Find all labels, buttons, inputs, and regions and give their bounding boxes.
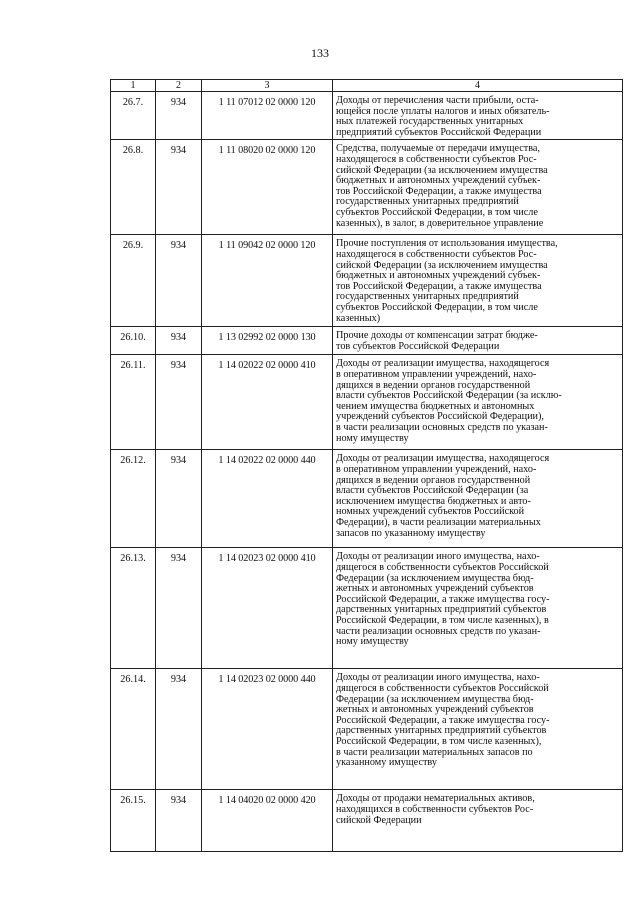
row-number-cell: 26.15. [111, 790, 156, 852]
description-line: учреждений субъектов Российской Федерации), [336, 411, 544, 423]
admin-code-cell: 934 [156, 235, 202, 327]
description-line: сийской Федерации [336, 814, 422, 826]
description-line: Российской Федерации, в том числе казенных), в [336, 614, 549, 626]
budget-code-cell: 1 14 02023 02 0000 440 [202, 669, 333, 790]
description-cell [333, 92, 623, 140]
description-line: в части реализации основных средств по указан- [336, 421, 548, 433]
description-line: Федерации (за исключением имущества бюд- [336, 572, 534, 584]
description-line: бюджетных и автономных учреждений субъек- [336, 175, 541, 187]
description-line: ному имуществу [336, 432, 409, 444]
column-header-3: 3 [202, 80, 333, 92]
description-line: власти субъектов Российской Федерации (за исклю- [336, 390, 562, 402]
description-line: ному имуществу [336, 636, 409, 648]
description-line: дящихся в ведении органов государственной [336, 474, 531, 486]
description-line: Доходы от реализации иного имущества, нахо- [336, 672, 540, 684]
revenue-codes-table [110, 79, 623, 852]
budget-code-cell: 1 14 02022 02 0000 410 [202, 355, 333, 450]
admin-code-cell: 934 [156, 140, 202, 235]
description-cell [333, 790, 623, 852]
description-line: государственных унитарных предприятий [336, 291, 519, 303]
row-number-cell: 26.13. [111, 548, 156, 669]
description-cell [333, 548, 623, 669]
description-line: Доходы от реализации имущества, находящегося [336, 453, 550, 465]
description-line: Российской Федерации, а также имущества госу- [336, 714, 550, 726]
description-line: в оперативном управлении учреждений, нахо- [336, 368, 537, 380]
description-line: Федерации (за исключением имущества бюд- [336, 693, 534, 705]
description-line: Доходы от перечисления части прибыли, оста- [336, 95, 539, 106]
description-line: запасов по указанному имуществу [336, 527, 486, 539]
description-line: дарственных унитарных предприятий субъектов [336, 725, 547, 737]
description-line: чением имущества бюджетных и автономных [336, 400, 535, 412]
description-line: сийской Федерации (за исключением имущества [336, 259, 548, 271]
budget-code-cell: 1 11 07012 02 0000 120 [202, 92, 333, 140]
admin-code-cell: 934 [156, 669, 202, 790]
table-row [111, 92, 623, 140]
description-line: тов Российской Федерации, а также имущества [336, 185, 542, 197]
description-line: тов Российской Федерации, а также имущества [336, 280, 542, 292]
description-line: предприятий субъектов Российской Федерации [336, 126, 542, 138]
admin-code-cell: 934 [156, 92, 202, 140]
column-header-2: 2 [156, 80, 202, 92]
description-line: бюджетных и автономных учреждений субъек- [336, 270, 541, 282]
description-line: власти субъектов Российской Федерации (за [336, 485, 529, 497]
description-line: Доходы от реализации имущества, находящегося [336, 358, 550, 370]
description-line: находящегося в собственности субъектов Рос- [336, 153, 537, 165]
description-line: в оперативном управлении учреждений, нахо- [336, 463, 537, 475]
description-line: находящихся в собственности субъектов Рос- [336, 803, 534, 815]
admin-code-cell: 934 [156, 327, 202, 355]
admin-code-cell: 934 [156, 355, 202, 450]
description-line: казенных), в залог, в доверительное управление [336, 217, 544, 229]
description-line: казенных) [336, 312, 381, 324]
row-number-cell: 26.12. [111, 450, 156, 548]
table-row [111, 235, 623, 327]
description-line: субъектов Российской Федерации, в том числе [336, 206, 538, 218]
description-cell [333, 669, 623, 790]
description-line: ющейся после уплаты налогов и иных обязатель- [336, 105, 550, 117]
description-line: части реализации основных средств по указан- [336, 625, 541, 637]
admin-code-cell: 934 [156, 548, 202, 669]
description-cell [333, 327, 623, 355]
description-line: тов субъектов Российской Федерации [336, 340, 500, 352]
table-row [111, 669, 623, 790]
description-line: сийской Федерации (за исключением имущества [336, 164, 548, 176]
description-line: ных платежей государственных унитарных [336, 116, 524, 128]
description-cell [333, 450, 623, 548]
row-number-cell: 26.14. [111, 669, 156, 790]
table-row [111, 140, 623, 235]
description-line: Федерации), в части реализации материальных [336, 516, 541, 528]
description-cell [333, 355, 623, 450]
table-row [111, 548, 623, 669]
description-line: жетных и автономных учреждений субъектов [336, 704, 534, 716]
description-line: в части реализации материальных запасов по [336, 746, 533, 758]
row-number-cell: 26.7. [111, 92, 156, 140]
description-line: указанному имуществу [336, 757, 437, 769]
row-number-cell: 26.8. [111, 140, 156, 235]
table-row [111, 790, 623, 852]
description-line: Средства, получаемые от передачи имущества, [336, 143, 541, 155]
description-line: дящегося в собственности субъектов Российской [336, 561, 549, 573]
budget-code-cell: 1 11 09042 02 0000 120 [202, 235, 333, 327]
description-line: находящегося в собственности субъектов Рос- [336, 248, 537, 260]
admin-code-cell: 934 [156, 450, 202, 548]
description-line: Российской Федерации, а также имущества госу- [336, 593, 550, 605]
table-row [111, 327, 623, 355]
column-header-4: 4 [333, 80, 623, 92]
table-header-row [111, 80, 623, 92]
description-line: государственных унитарных предприятий [336, 196, 519, 208]
description-line: дящихся в ведении органов государственной [336, 379, 531, 391]
budget-code-cell: 1 11 08020 02 0000 120 [202, 140, 333, 235]
admin-code-cell: 934 [156, 790, 202, 852]
page-number: 133 [311, 46, 329, 60]
description-line: Прочие доходы от компенсации затрат бюдже- [336, 330, 538, 342]
budget-code-cell: 1 13 02992 02 0000 130 [202, 327, 333, 355]
description-line: субъектов Российской Федерации, в том числе [336, 301, 538, 313]
budget-code-cell: 1 14 02023 02 0000 410 [202, 548, 333, 669]
column-header-1: 1 [111, 80, 156, 92]
description-line: исключением имущества бюджетных и авто- [336, 495, 531, 507]
description-line: Прочие поступления от использования имущества, [336, 238, 558, 250]
table-row [111, 355, 623, 450]
row-number-cell: 26.11. [111, 355, 156, 450]
description-cell [333, 140, 623, 235]
description-line: Российской Федерации, в том числе казенных), [336, 735, 542, 747]
row-number-cell: 26.10. [111, 327, 156, 355]
description-line: дящегося в собственности субъектов Российской [336, 682, 549, 694]
description-line: номных учреждений субъектов Российской [336, 506, 525, 518]
row-number-cell: 26.9. [111, 235, 156, 327]
description-cell [333, 235, 623, 327]
description-line: Доходы от продажи нематериальных активов, [336, 793, 535, 805]
table-row [111, 450, 623, 548]
description-line: жетных и автономных учреждений субъектов [336, 583, 534, 595]
description-line: Доходы от реализации иного имущества, нахо- [336, 551, 540, 563]
budget-code-cell: 1 14 02022 02 0000 440 [202, 450, 333, 548]
description-line: дарственных унитарных предприятий субъектов [336, 604, 547, 616]
budget-code-cell: 1 14 04020 02 0000 420 [202, 790, 333, 852]
